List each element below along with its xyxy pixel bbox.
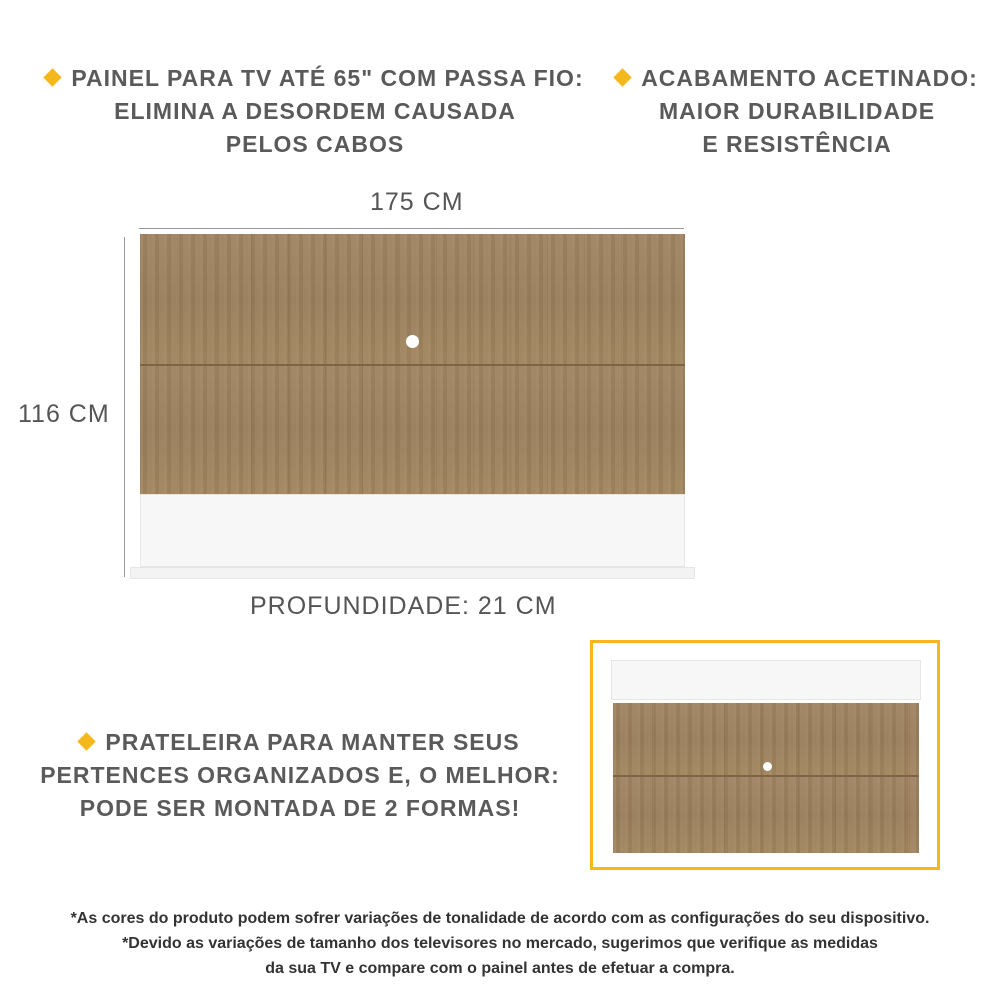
- white-panel-base: [140, 494, 685, 567]
- height-dimension-label: 116 CM: [18, 400, 110, 428]
- feature-tv-panel: [30, 62, 600, 161]
- diamond-bullet-icon: [44, 68, 62, 86]
- depth-dimension-label: PROFUNDIDADE: 21 CM: [250, 592, 557, 620]
- inset-wood-panel-bottom: [613, 777, 919, 853]
- feature-shelf-line2: PERTENCES ORGANIZADOS E, O MELHOR:: [40, 762, 560, 788]
- inset-white-shelf-top: [611, 660, 921, 700]
- feature-finish-line2: MAIOR DURABILIDADE: [658, 98, 936, 124]
- diamond-bullet-icon: [613, 68, 631, 86]
- feature-tv-panel-line2: ELIMINA A DESORDEM CAUSADA: [114, 98, 516, 124]
- feature-tv-panel-line1: PAINEL PARA TV ATÉ 65" COM PASSA FIO:: [71, 65, 584, 91]
- width-dimension-label: 175 CM: [370, 188, 464, 216]
- footnotes: [0, 906, 1000, 981]
- feature-finish-line3: E RESISTÊNCIA: [702, 131, 892, 157]
- wood-panel-bottom: [140, 366, 685, 494]
- tv-panel-product-image: [130, 234, 695, 579]
- footnote-tv-size-1: *Devido as variações de tamanho dos televisores no mercado, sugerimos que verifique as medidas: [122, 935, 878, 952]
- inset-cable-pass-hole-icon: [763, 762, 772, 771]
- diamond-bullet-icon: [78, 732, 96, 750]
- feature-tv-panel-line3: PELOS CABOS: [225, 131, 405, 157]
- feature-finish-line1: ACABAMENTO ACETINADO:: [641, 65, 978, 91]
- width-dimension-line: [139, 228, 684, 229]
- white-shelf: [130, 567, 695, 579]
- feature-shelf-line1: PRATELEIRA PARA MANTER SEUS: [105, 729, 520, 755]
- cable-pass-hole-icon: [406, 335, 419, 348]
- footnote-tv-size-2: da sua TV e compare com o painel antes de efetuar a compra.: [265, 960, 735, 977]
- feature-shelf-line3: PODE SER MONTADA DE 2 FORMAS!: [79, 795, 521, 821]
- alternate-mounting-frame: [590, 640, 940, 870]
- feature-finish: [612, 62, 982, 161]
- footnote-color: *As cores do produto podem sofrer variações de tonalidade de acordo com as configurações do seu dispositivo.: [70, 910, 930, 927]
- height-dimension-line: [124, 237, 125, 577]
- feature-shelf: [30, 726, 570, 825]
